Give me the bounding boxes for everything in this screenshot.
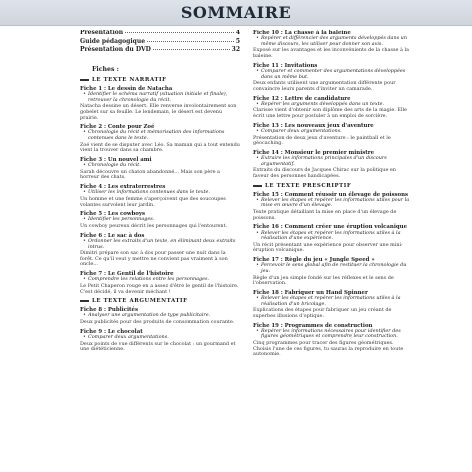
fiche-description: Un récit présentant une expérience pour observer une mini-éruption volcanique.: [253, 241, 403, 254]
fiche-title: Fiche 1 : Le dessin de Natacha: [80, 85, 173, 92]
fiche-objective-text: Comparer deux argumentations.: [88, 333, 169, 340]
fiche-objective-text: Relever les étapes et repérer les informations utiles à la réalisation d'une expérience.: [261, 229, 401, 242]
fiche-title: Fiche 14 : Monsieur le premier ministre: [253, 149, 375, 156]
bullet-icon: •: [256, 229, 259, 236]
fiche-entry[interactable]: [80, 211, 240, 229]
fiche-objective-text: Comparer et commenter des argumentations développées dans un même but.: [261, 67, 406, 80]
fiche-entry[interactable]: [80, 86, 240, 121]
fiche-objective-text: Extraire les informations principales d'un discours argumentatif.: [261, 154, 387, 167]
fiche-objective-text: Ordonner les extraits d'un texte, en éliminant deux extraits intrus.: [88, 237, 236, 250]
bullet-icon: •: [83, 162, 86, 169]
fiche-objective: [80, 239, 240, 250]
toc: [80, 30, 240, 54]
fiche-description: Texte pratique détaillant la mise en place d'un élevage de poissons.: [253, 209, 397, 221]
fiche-entry[interactable]: [80, 271, 240, 295]
fiches-heading: Fiches :: [92, 65, 119, 73]
toc-leader: [125, 32, 234, 33]
fiche-objective-text: Percevoir le sens global afin de restituer la chronologie du jeu.: [261, 262, 407, 274]
bullet-icon: •: [256, 100, 259, 107]
section-title: LE TEXTE ARGUMENTATIF: [80, 298, 240, 304]
fiche-objective: [253, 329, 413, 340]
fiche-description: Deux publicités pour des produits de consommation courante.: [80, 319, 235, 326]
fiche-entry[interactable]: [80, 329, 240, 353]
toc-label: Présentation du DVD: [80, 46, 151, 54]
bullet-icon: •: [256, 295, 259, 302]
fiche-objective: [253, 198, 413, 209]
fiche-entry[interactable]: [253, 192, 413, 222]
fiche-title: Fiche 13 : Les nouveaux jeux d'aventure: [253, 122, 374, 129]
left-column: [80, 30, 240, 472]
fiche-title: Fiche 3 : Un nouvel ami: [80, 156, 152, 163]
fiche-title: Fiche 16 : Comment créer une éruption volcanique: [253, 224, 408, 231]
fiche-objective: [80, 92, 240, 103]
fiche-entry[interactable]: [80, 233, 240, 268]
fiche-description: Règle d'un jeu simple fondé sur les réflexes et le sens de l'observation.: [253, 274, 394, 287]
toc-page-number: 5: [235, 37, 240, 45]
fiche-entry[interactable]: [253, 150, 413, 180]
title-banner: [0, 0, 472, 26]
fiche-entry[interactable]: [80, 307, 240, 325]
fiche-title: Fiche 17 : Règle du jeu « Jungle Speed »: [253, 257, 375, 264]
right-sections: [253, 30, 413, 358]
fiche-objective-text: Chronologie du récit.: [88, 162, 141, 169]
fiche-description: Deux enfants utilisent une argumentation différente pour convaincre leurs parents d'inviter un camarade.: [253, 80, 396, 92]
fiche-description: Exposé sur les avantages et les inconvénients de la chasse à la baleine.: [253, 47, 409, 60]
fiche-description: Sarah découvre un chaton abandonné... Mais son père a horreur des chats.: [80, 168, 220, 181]
fiche-title: Fiche 12 : Lettre de candidature: [253, 95, 351, 102]
toc-page-number: 32: [231, 46, 240, 54]
fiche-objective-text: Repérer et différencier des arguments développés dans un même discours, les utiliser pour donner son avis.: [261, 35, 407, 47]
fiche-description: Le Petit Chaperon rouge en a assez d'être le gentil de l'histoire. C'est décidé, il va devenir méchant !: [80, 282, 239, 295]
fiche-title: Fiche 11 : Invitations: [253, 62, 318, 69]
fiche-entry[interactable]: [253, 63, 413, 93]
fiche-description: Clarisse vient d'obtenir son diplôme des arts de la magie. Elle écrit une lettre pour postuler à un emploi de sorcière.: [253, 107, 407, 120]
fiche-description: Un cowboy peureux décrit les personnages qui l'entourent.: [80, 223, 228, 230]
fiche-title: Fiche 7 : Le Gentil de l'histoire: [80, 271, 174, 278]
fiche-entry[interactable]: [253, 30, 413, 60]
fiche-objective: [253, 129, 413, 135]
fiche-title: Fiche 15 : Comment réussir un élevage de poissons: [253, 191, 409, 198]
fiche-title: Fiche 6 : Le sac à dos: [80, 232, 145, 239]
bullet-icon: •: [256, 327, 259, 334]
fiche-entry[interactable]: [253, 224, 413, 254]
bullet-icon: •: [83, 90, 86, 97]
fiche-description: Deux points de vue différents sur le chocolat : un gourmand et une diététicienne.: [80, 340, 236, 353]
bullet-icon: •: [256, 67, 259, 74]
bullet-icon: •: [256, 154, 259, 161]
fiche-objective-text: Identifier le schéma narratif (situation initiale et finale), retrouver la chronologie du récit.: [88, 90, 228, 103]
fiche-objective-text: Comprendre les relations entre les personnages.: [88, 276, 210, 283]
bullet-icon: •: [83, 276, 86, 283]
bullet-icon: •: [83, 216, 86, 223]
fiche-description: Explications des étapes pour fabriquer un jeu créant de superbes illusions d'optique.: [253, 307, 392, 319]
fiche-title: Fiche 18 : Fabriquer un Hand Spinner: [253, 289, 368, 296]
bullet-icon: •: [256, 196, 259, 203]
fiche-description: Extraits du discours de Jacques Chirac sur la politique en faveur des personnes handicapées.: [253, 167, 396, 179]
fiche-objective-text: Relever les étapes et repérer les informations utiles pour la mise en œuvre d'un élevage.: [261, 196, 410, 209]
fiche-objective: [253, 296, 413, 307]
bullet-icon: •: [83, 333, 86, 340]
fiche-objective-text: Repérer les arguments développés dans un texte.: [261, 100, 385, 107]
toc-row[interactable]: [80, 47, 240, 54]
page-title: SOMMAIRE: [180, 3, 292, 22]
bullet-icon: •: [256, 127, 259, 134]
fiche-objective-text: Identifier les personnages.: [88, 216, 155, 223]
fiche-description: Natacha dessine un désert. Elle renverse involontairement son gobelet sur sa feuille. Le lendemain, le désert est devenu prairie.: [80, 103, 237, 121]
fiche-title: Fiche 2 : Conte pour Zoé: [80, 124, 155, 131]
toc-leader: [153, 49, 230, 50]
toc-row[interactable]: [80, 30, 240, 37]
right-column: [253, 30, 413, 472]
fiche-objective: [80, 335, 240, 341]
fiche-objective: [253, 263, 413, 274]
fiche-entry[interactable]: [253, 290, 413, 320]
fiche-entry[interactable]: [80, 184, 240, 208]
fiche-objective: [253, 36, 413, 47]
toc-label: Présentation: [80, 30, 124, 36]
bullet-icon: •: [83, 189, 86, 196]
fiche-objective-text: Comparer deux argumentations.: [261, 127, 342, 134]
fiche-description: Un homme et une femme s'aperçoivent que des soucoupes volantes survolent leur jardin.: [80, 195, 226, 208]
toc-leader: [147, 41, 234, 42]
fiche-entry[interactable]: [253, 257, 413, 287]
fiche-title: Fiche 4 : Les extraterrestres: [80, 184, 166, 191]
fiche-objective-text: Chronologie du récit et mémorisation des informations contenues dans le texte.: [88, 129, 225, 142]
fiche-title: Fiche 8 : Publicités: [80, 307, 138, 314]
toc-page-number: 4: [235, 30, 240, 36]
fiche-objective: [253, 231, 413, 242]
toc-row[interactable]: [80, 39, 240, 46]
fiche-entry[interactable]: [253, 123, 413, 147]
bullet-icon: •: [256, 35, 259, 42]
fiche-objective-text: Analyser une argumentation de type publicitaire.: [88, 312, 211, 319]
bullet-icon: •: [83, 312, 86, 319]
bullet-icon: •: [83, 129, 86, 136]
fiche-description: Cinq programmes pour tracer des figures géométriques. Choisis l'une de ces figures, tu sauras la reproduire en toute autonomie.: [253, 340, 404, 358]
fiche-description: Zoé vient de se disputer avec Léo. Sa maman qui a tout entendu vient la trouver dans sa chambre.: [80, 141, 240, 154]
fiche-objective: [80, 163, 240, 169]
left-sections: [80, 77, 240, 353]
fiche-objective: [253, 156, 413, 167]
fiche-title: Fiche 9 : Le chocolat: [80, 328, 143, 335]
fiche-entry[interactable]: [253, 96, 413, 120]
fiche-description: Présentation de deux jeux d'aventure : le paintball et le géocaching.: [253, 134, 391, 147]
section-title: LE TEXTE NARRATIF: [80, 77, 240, 83]
fiche-title: Fiche 19 : Programmes de construction: [253, 322, 373, 329]
toc-label: Guide pédagogique: [80, 37, 146, 45]
fiche-entry[interactable]: [80, 124, 240, 154]
fiche-title: Fiche 10 : La chasse à la baleine: [253, 30, 351, 36]
fiche-objective: [253, 69, 413, 80]
bullet-icon: •: [83, 237, 86, 244]
fiche-objective-text: Utiliser les informations contenues dans le texte.: [88, 189, 210, 196]
bullet-icon: •: [256, 262, 259, 269]
fiche-description: Dimitri prépare son sac à dos pour passer une nuit dans la forêt. Ce qu'il veut y mettre ne convient pas vraiment à son oncle...: [80, 250, 228, 268]
fiche-objective: [80, 130, 240, 141]
fiche-objective-text: Relever les étapes et repérer les informations utiles à la réalisation d'un bricolage.: [261, 295, 401, 307]
fiche-entry[interactable]: [253, 323, 413, 358]
fiche-objective-text: Repérer les informations nécessaires pour identifier des figures géométriques et comprendre leur construction.: [261, 327, 401, 340]
section-title: LE TEXTE PRESCRIPTIF: [253, 183, 413, 189]
fiche-entry[interactable]: [80, 157, 240, 181]
fiche-title: Fiche 5 : Les cowboys: [80, 211, 146, 218]
